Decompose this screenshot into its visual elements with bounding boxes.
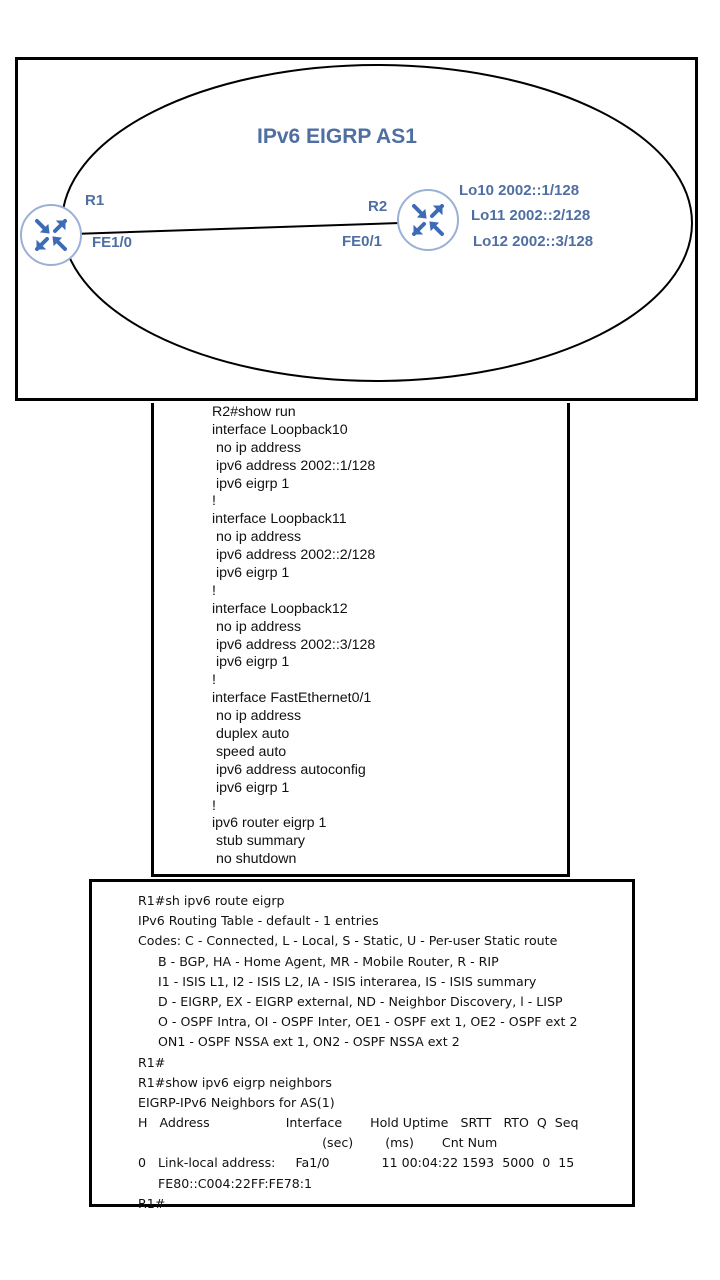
output-line: R1# bbox=[138, 1054, 166, 1070]
output-line: R1# bbox=[138, 1195, 166, 1211]
config-line: ! bbox=[212, 797, 216, 814]
router-r1-icon bbox=[21, 205, 81, 265]
output-line: FE80::C004:22FF:FE78:1 bbox=[138, 1175, 313, 1191]
r1-label: R1 bbox=[85, 192, 105, 209]
topology-diagram bbox=[15, 57, 698, 401]
loopback-label: Lo11 2002::2/128 bbox=[471, 207, 591, 224]
config-line: ipv6 eigrp 1 bbox=[212, 475, 290, 492]
config-line: R2#show run bbox=[212, 404, 296, 420]
router-r2-icon bbox=[398, 190, 458, 250]
config-line: ipv6 eigrp 1 bbox=[212, 779, 290, 796]
output-line: D - EIGRP, EX - EIGRP external, ND - Neighbor Discovery, l - LISP bbox=[138, 993, 563, 1009]
topology-title: IPv6 EIGRP AS1 bbox=[257, 125, 417, 148]
config-line: ipv6 address 2002::1/128 bbox=[212, 457, 376, 474]
config-line: stub summary bbox=[212, 833, 306, 850]
config-line: ! bbox=[212, 493, 216, 510]
topology-svg bbox=[18, 60, 695, 398]
config-line: no ip address bbox=[212, 529, 302, 546]
output-line: (sec) (ms) Cnt Num bbox=[138, 1135, 498, 1151]
output-line: Codes: C - Connected, L - Local, S - Static, U - Per-user Static route bbox=[138, 933, 558, 949]
output-line: B - BGP, HA - Home Agent, MR - Mobile Router, R - RIP bbox=[138, 953, 499, 969]
config-line: interface Loopback10 bbox=[212, 421, 348, 438]
config-line: interface FastEthernet0/1 bbox=[212, 690, 372, 707]
config-line: ipv6 eigrp 1 bbox=[212, 565, 290, 582]
config-line: ipv6 address autoconfig bbox=[212, 761, 366, 778]
output-text bbox=[138, 891, 579, 1214]
config-line: duplex auto bbox=[212, 726, 290, 743]
output-line: EIGRP-IPv6 Neighbors for AS(1) bbox=[138, 1094, 335, 1110]
config-line: interface Loopback11 bbox=[212, 511, 347, 528]
r1-interface-label: FE1/0 bbox=[92, 234, 133, 251]
output-line: R1#show ipv6 eigrp neighbors bbox=[138, 1074, 332, 1090]
output-line: O - OSPF Intra, OI - OSPF Inter, OE1 - OSPF ext 1, OE2 - OSPF ext 2 bbox=[138, 1014, 578, 1030]
output-line: ON1 - OSPF NSSA ext 1, ON2 - OSPF NSSA ext 2 bbox=[138, 1034, 460, 1050]
config-line: ipv6 eigrp 1 bbox=[212, 654, 290, 671]
config-line: no shutdown bbox=[212, 851, 297, 868]
output-line: R1#sh ipv6 route eigrp bbox=[138, 893, 285, 908]
r2-config-panel bbox=[151, 403, 570, 877]
output-line: H Address Interface Hold Uptime SRTT RTO Q Seq bbox=[138, 1115, 579, 1131]
loopback-label: Lo10 2002::1/128 bbox=[459, 182, 580, 199]
r1-output-panel bbox=[89, 879, 635, 1211]
config-line: ipv6 address 2002::2/128 bbox=[212, 547, 376, 564]
config-line: no ip address bbox=[212, 708, 302, 725]
config-line: ! bbox=[212, 672, 216, 689]
config-line: no ip address bbox=[212, 439, 302, 456]
config-line: interface Loopback12 bbox=[212, 600, 348, 617]
config-line: no ip address bbox=[212, 618, 302, 635]
r2-label: R2 bbox=[368, 198, 388, 215]
output-line: 0 Link-local address: Fa1/0 11 00:04:22 1593 5000 0 15 bbox=[138, 1155, 575, 1171]
r2-interface-label: FE0/1 bbox=[342, 233, 383, 250]
loopback-label: Lo12 2002::3/128 bbox=[473, 233, 594, 250]
config-text bbox=[212, 404, 375, 869]
config-line: ipv6 address 2002::3/128 bbox=[212, 636, 376, 653]
output-line: IPv6 Routing Table - default - 1 entries bbox=[138, 913, 379, 929]
config-line: speed auto bbox=[212, 743, 287, 760]
config-line: ipv6 router eigrp 1 bbox=[212, 815, 327, 832]
output-line: I1 - ISIS L1, I2 - ISIS L2, IA - ISIS interarea, IS - ISIS summary bbox=[138, 973, 537, 989]
config-line: ! bbox=[212, 582, 216, 599]
